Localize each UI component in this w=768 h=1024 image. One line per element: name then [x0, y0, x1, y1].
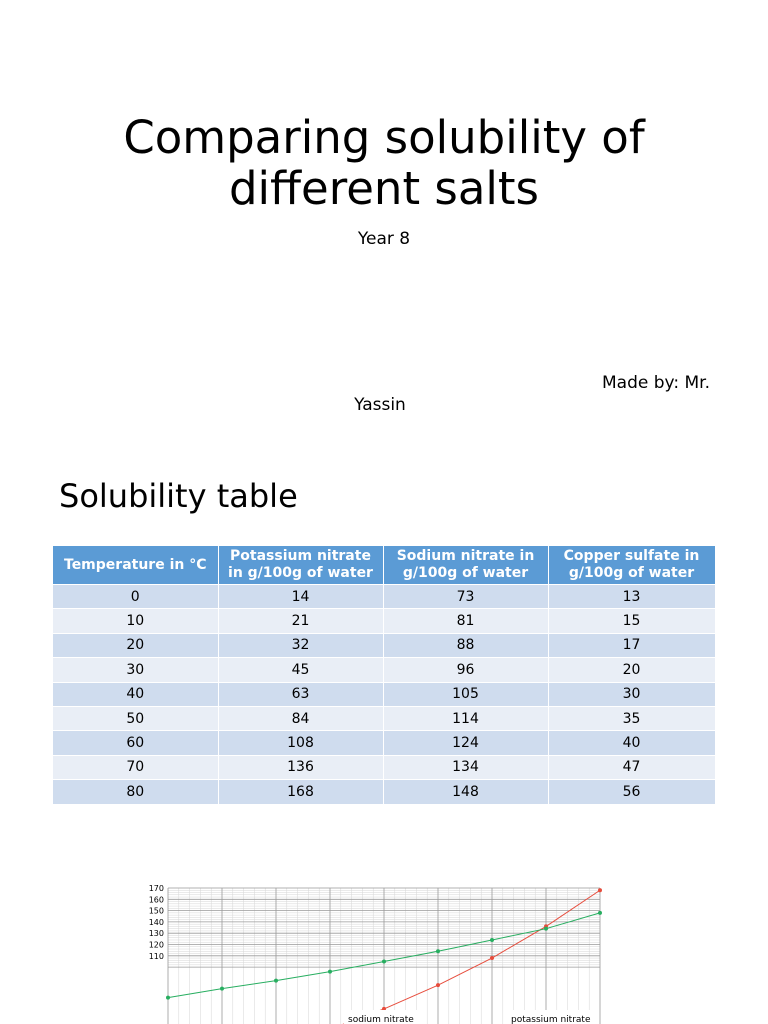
- table-row: [53, 585, 715, 609]
- table-cell: 80: [53, 780, 218, 804]
- table-header-row: [53, 546, 715, 585]
- table-cell: 56: [548, 780, 715, 804]
- table-cell: 0: [53, 585, 218, 609]
- sodium-nitrate-label: sodium nitrate: [348, 1015, 414, 1024]
- table-cell: 84: [218, 706, 383, 730]
- table-row: [53, 755, 715, 779]
- table-cell: 30: [548, 682, 715, 706]
- column-header: Sodium nitrate in g/100g of water: [383, 546, 548, 585]
- title-line-2: different salts: [228, 162, 540, 215]
- potassium-nitrate-label: potassium nitrate: [511, 1015, 591, 1024]
- table-cell: 108: [218, 731, 383, 755]
- table-cell: 70: [53, 755, 218, 779]
- table-cell: 134: [383, 755, 548, 779]
- potassium-point: [598, 888, 602, 892]
- y-tick-label: 160: [148, 895, 164, 905]
- slide-title: [0, 112, 768, 214]
- table-cell: 14: [218, 585, 383, 609]
- solubility-graph-svg: [138, 880, 608, 1024]
- table-cell: 96: [383, 658, 548, 682]
- sodium-point: [598, 911, 602, 915]
- slide-subtitle: Year 8: [357, 229, 411, 249]
- potassium-point: [490, 956, 494, 960]
- table-row: [53, 780, 715, 804]
- column-header: Copper sulfate in g/100g of water: [548, 546, 715, 585]
- table-cell: 105: [383, 682, 548, 706]
- table-cell: 17: [548, 633, 715, 657]
- table-row: [53, 658, 715, 682]
- table-cell: 35: [548, 706, 715, 730]
- table-row: [53, 706, 715, 730]
- table-cell: 60: [53, 731, 218, 755]
- potassium-point: [436, 983, 440, 987]
- author-credit: [300, 372, 710, 416]
- table-cell: 50: [53, 706, 218, 730]
- table-cell: 32: [218, 633, 383, 657]
- author-line-1: Made by: Mr.: [602, 373, 710, 393]
- author-line-2: Yassin: [354, 395, 406, 415]
- y-tick-label: 130: [148, 929, 164, 939]
- table-cell: 136: [218, 755, 383, 779]
- table-cell: 73: [383, 585, 548, 609]
- table-cell: 63: [218, 682, 383, 706]
- table-row: [53, 731, 715, 755]
- table-cell: 81: [383, 609, 548, 633]
- table-cell: 13: [548, 585, 715, 609]
- table-cell: 88: [383, 633, 548, 657]
- sodium-point: [544, 927, 548, 931]
- table-cell: 30: [53, 658, 218, 682]
- table-cell: 124: [383, 731, 548, 755]
- y-tick-label: 110: [148, 951, 164, 961]
- table-cell: 114: [383, 706, 548, 730]
- sodium-point: [490, 938, 494, 942]
- table-row: [53, 609, 715, 633]
- table-cell: 148: [383, 780, 548, 804]
- table-cell: 40: [548, 731, 715, 755]
- sodium-point: [382, 959, 386, 963]
- table-cell: 15: [548, 609, 715, 633]
- y-tick-label: 140: [148, 917, 164, 927]
- sodium-point: [274, 979, 278, 983]
- y-tick-label: 120: [148, 940, 164, 950]
- table-cell: 21: [218, 609, 383, 633]
- table-cell: 47: [548, 755, 715, 779]
- table-cell: 20: [548, 658, 715, 682]
- table-row: [53, 682, 715, 706]
- table-cell: 10: [53, 609, 218, 633]
- column-header: Temperature in °C: [53, 546, 218, 585]
- column-header: Potassium nitrate in g/100g of water: [218, 546, 383, 585]
- table-cell: 40: [53, 682, 218, 706]
- table-row: [53, 633, 715, 657]
- table-cell: 20: [53, 633, 218, 657]
- y-tick-label: 150: [148, 906, 164, 916]
- table-cell: 45: [218, 658, 383, 682]
- sodium-point: [436, 949, 440, 953]
- sodium-point: [166, 996, 170, 1000]
- solubility-table: [53, 546, 716, 804]
- table-cell: 168: [218, 780, 383, 804]
- solubility-graph: [138, 880, 608, 1024]
- y-tick-label: 170: [148, 884, 164, 893]
- sodium-point: [220, 987, 224, 991]
- title-line-1: Comparing solubility of: [123, 111, 645, 164]
- section-heading: Solubility table: [59, 477, 298, 515]
- sodium-point: [328, 970, 332, 974]
